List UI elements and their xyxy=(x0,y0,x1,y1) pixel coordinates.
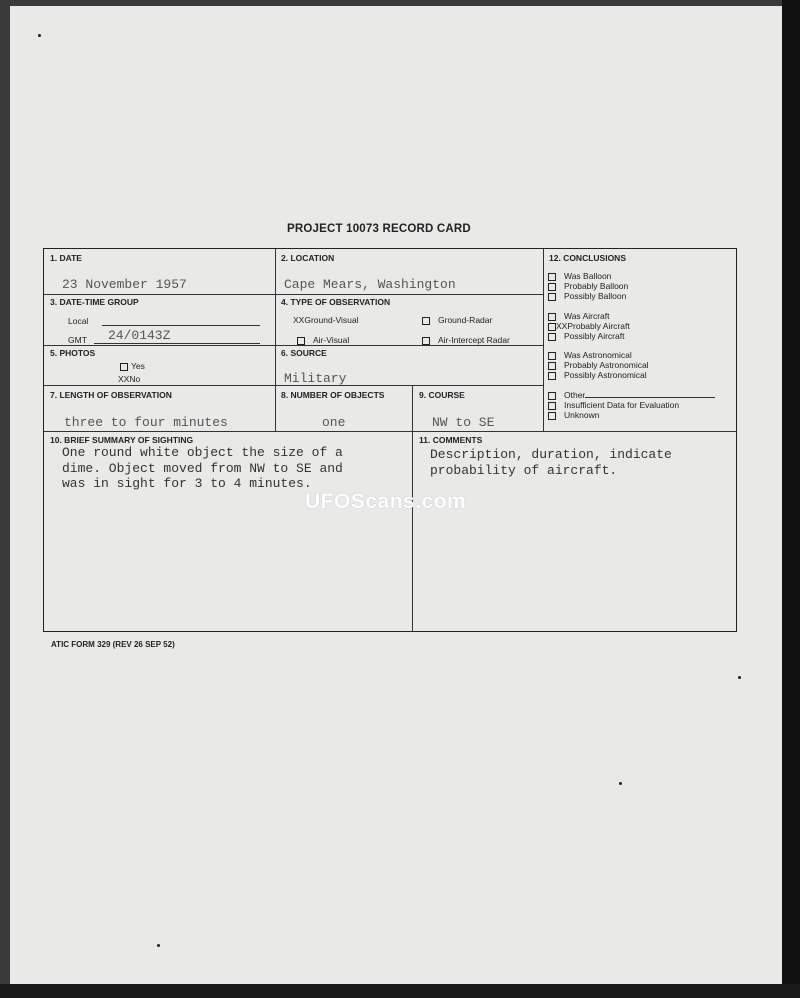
summary-line: was in sight for 3 to 4 minutes. xyxy=(62,476,312,491)
conclusion-item xyxy=(548,331,624,341)
scan-speck xyxy=(38,34,41,37)
air-visual-checkbox xyxy=(297,337,305,345)
card-title: PROJECT 10073 RECORD CARD xyxy=(287,223,471,235)
conclusion-item xyxy=(548,370,647,380)
other-line xyxy=(585,397,715,398)
ground-visual-label: Ground-Visual xyxy=(304,315,359,325)
location-value: Cape Mears, Washington xyxy=(284,277,456,292)
conclusion-checkbox xyxy=(548,412,556,420)
comments-line: probability of aircraft. xyxy=(430,462,618,478)
conclusion-item xyxy=(548,350,632,360)
ground-visual-mark: XX xyxy=(293,315,305,325)
length-value: three to four minutes xyxy=(64,415,228,430)
conclusion-label: Insufficient Data for Evaluation xyxy=(564,400,680,410)
dtg-label: 3. DATE-TIME GROUP xyxy=(50,297,139,307)
conclusion-item xyxy=(548,291,626,301)
ground-radar-option xyxy=(422,315,492,325)
air-intercept-radar-label: Air-Intercept Radar xyxy=(438,335,510,345)
watermark: UFOScans.com xyxy=(305,490,467,513)
conclusion-item-checked xyxy=(548,321,630,331)
conclusion-label: Probably Balloon xyxy=(564,281,629,291)
gmt-value: 24/0143Z xyxy=(108,328,171,343)
local-label: Local xyxy=(68,316,89,326)
gmt-label: GMT xyxy=(68,335,87,345)
conclusion-item xyxy=(548,390,715,400)
air-visual-label: Air-Visual xyxy=(313,335,350,345)
summary-line: dime. Object moved from NW to SE and xyxy=(62,460,343,476)
conclusion-label: Possibly Aircraft xyxy=(564,331,625,341)
comments-text xyxy=(430,447,672,478)
comments-line: Description, duration, indicate xyxy=(430,447,672,462)
scan-speck xyxy=(738,676,741,679)
conclusion-checkbox xyxy=(548,323,556,331)
conclusion-checkbox xyxy=(548,313,556,321)
conclusion-checkbox xyxy=(548,392,556,400)
source-value: Military xyxy=(284,371,347,386)
scan-edge-bottom xyxy=(0,984,800,998)
length-label: 7. LENGTH OF OBSERVATION xyxy=(50,390,172,400)
air-intercept-radar-checkbox xyxy=(422,337,430,345)
conclusion-item xyxy=(548,281,628,291)
conclusion-label: Was Balloon xyxy=(564,271,612,281)
summary-label: 10. BRIEF SUMMARY OF SIGHTING xyxy=(50,435,194,445)
scan-edge-right xyxy=(782,0,800,998)
comments-label: 11. COMMENTS xyxy=(419,435,483,445)
summary-text xyxy=(62,445,343,492)
num-objects-value: one xyxy=(322,415,346,430)
photos-no-label: No xyxy=(129,374,141,384)
record-card xyxy=(43,248,737,632)
conclusion-label: Possibly Astronomical xyxy=(564,370,647,380)
photos-no-mark: XX xyxy=(118,374,130,384)
scan-speck xyxy=(619,782,622,785)
conclusion-item xyxy=(548,400,679,410)
conclusion-label: Other xyxy=(564,390,586,400)
ground-radar-label: Ground-Radar xyxy=(438,315,493,325)
date-label: 1. DATE xyxy=(50,253,82,263)
conclusion-checkbox xyxy=(548,362,556,370)
conclusion-checkbox xyxy=(548,402,556,410)
course-label: 9. COURSE xyxy=(419,390,465,400)
photos-no-option xyxy=(118,374,140,384)
conclusion-label: Was Astronomical xyxy=(564,350,632,360)
conclusion-check-mark: XX xyxy=(556,321,568,331)
gmt-line xyxy=(94,343,260,344)
conclusion-label: Unknown xyxy=(564,410,600,420)
num-objects-label: 8. NUMBER OF OBJECTS xyxy=(281,390,385,400)
conclusion-checkbox xyxy=(548,372,556,380)
ground-visual-option xyxy=(293,315,359,325)
conclusion-item xyxy=(548,311,610,321)
photos-label: 5. PHOTOS xyxy=(50,348,96,358)
date-value: 23 November 1957 xyxy=(62,277,187,292)
ground-radar-checkbox xyxy=(422,317,430,325)
conclusion-label: Probably Astronomical xyxy=(564,360,649,370)
conclusion-item xyxy=(548,410,599,420)
source-label: 6. SOURCE xyxy=(281,348,327,358)
conclusion-label: Probably Aircraft xyxy=(567,321,630,331)
air-visual-option xyxy=(297,335,349,345)
form-id: ATIC FORM 329 (REV 26 SEP 52) xyxy=(51,640,175,649)
photos-yes-checkbox xyxy=(120,363,128,371)
observation-type-label: 4. TYPE OF OBSERVATION xyxy=(281,297,391,307)
conclusion-checkbox xyxy=(548,283,556,291)
conclusions-label: 12. CONCLUSIONS xyxy=(549,253,626,263)
location-label: 2. LOCATION xyxy=(281,253,335,263)
conclusion-checkbox xyxy=(548,352,556,360)
photos-yes-option xyxy=(120,361,145,371)
air-intercept-radar-option xyxy=(422,335,510,345)
conclusion-checkbox xyxy=(548,273,556,281)
course-value: NW to SE xyxy=(432,415,495,430)
conclusion-label: Possibly Balloon xyxy=(564,291,627,301)
conclusion-item xyxy=(548,360,649,370)
conclusion-checkbox xyxy=(548,333,556,341)
photos-yes-label: Yes xyxy=(131,361,145,371)
conclusion-item xyxy=(548,271,611,281)
summary-line: One round white object the size of a xyxy=(62,445,343,460)
conclusion-checkbox xyxy=(548,293,556,301)
local-line xyxy=(102,325,260,326)
scan-speck xyxy=(157,944,160,947)
conclusion-label: Was Aircraft xyxy=(564,311,610,321)
